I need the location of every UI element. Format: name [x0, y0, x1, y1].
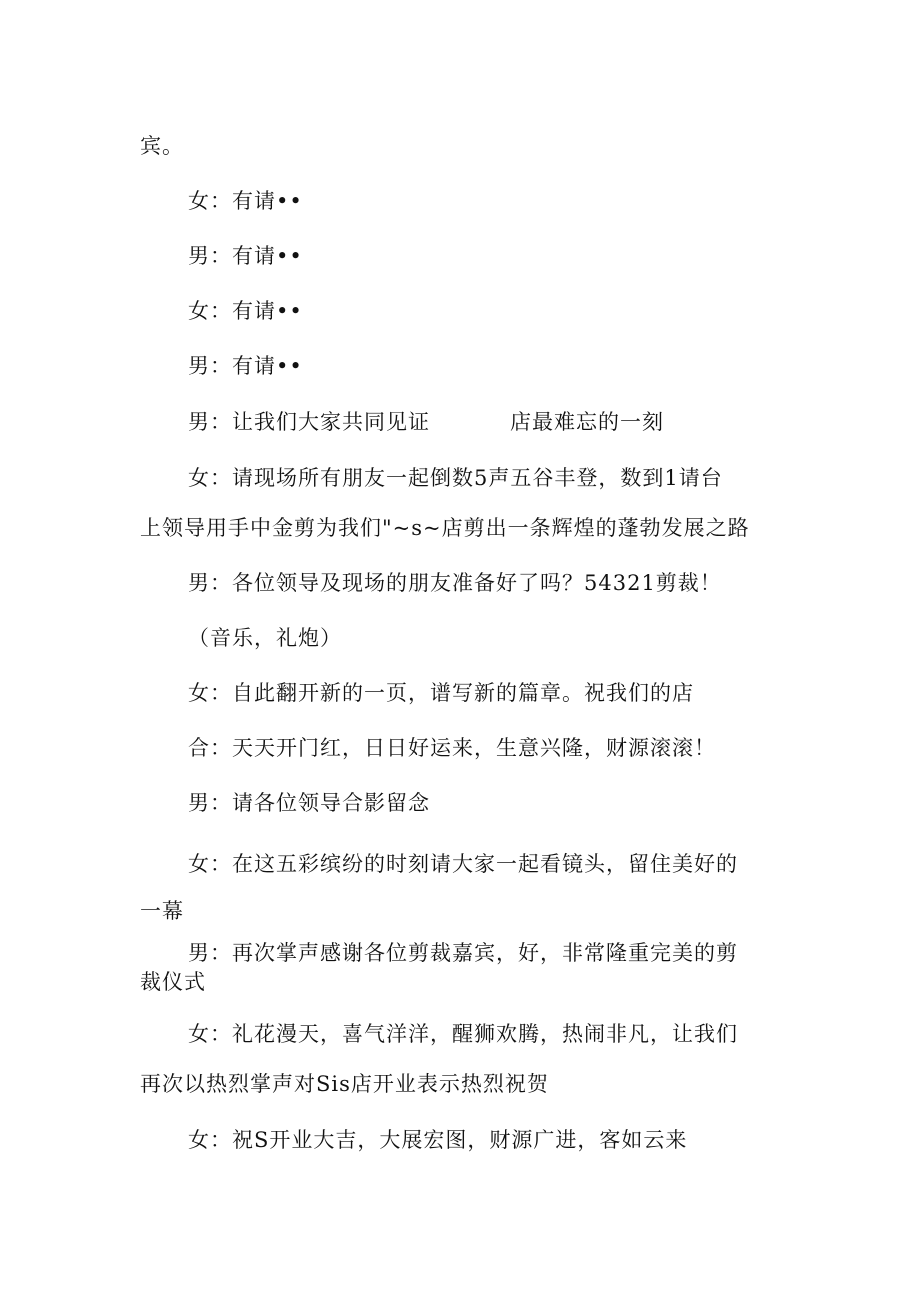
dialogue-line: 女：自此翻开新的一页，谱写新的篇章。祝我们的店 [188, 681, 694, 705]
dialogue-line: 男：有请•• [188, 354, 303, 378]
dialogue-text-continued: 店最难忘的一刻 [510, 410, 664, 434]
dialogue-line: 男：各位领导及现场的朋友准备好了吗？54321剪裁！ [188, 571, 722, 595]
dialogue-line-continued: 一幕 [140, 899, 184, 923]
dialogue-text: 男：让我们大家共同见证 [188, 410, 430, 434]
dialogue-line: 女：有请•• [188, 299, 303, 323]
dialogue-line: 合：天天开门红，日日好运来，生意兴隆，财源滚滚！ [188, 736, 716, 760]
dialogue-line: 男：再次掌声感谢各位剪裁嘉宾，好，非常隆重完美的剪 [188, 941, 738, 965]
dialogue-line: 男：请各位领导合影留念 [188, 791, 430, 815]
dialogue-line: 女：在这五彩缤纷的时刻请大家一起看镜头，留住美好的 [188, 852, 738, 876]
dialogue-line: 女：请现场所有朋友一起倒数5声五谷丰登，数到1请台 [188, 466, 723, 490]
dialogue-line: 男：有请•• [188, 244, 303, 268]
stage-direction: （音乐，礼炮） [188, 626, 342, 650]
dialogue-line: 女：礼花漫天，喜气洋洋，醒狮欢腾，热闹非凡，让我们 [188, 1022, 738, 1046]
text-line: 宾。 [140, 134, 184, 158]
dialogue-line-continued: 上领导用手中金剪为我们"~s~店剪出一条辉煌的蓬勃发展之路 [140, 516, 750, 540]
dialogue-line: 女：有请•• [188, 189, 303, 213]
dialogue-line-continued: 再次以热烈掌声对Sis店开业表示热烈祝贺 [140, 1072, 549, 1096]
dialogue-line: 女：祝S开业大吉，大展宏图，财源广进，客如云来 [188, 1128, 688, 1152]
dialogue-line-continued: 裁仪式 [140, 970, 206, 994]
dialogue-line [188, 409, 828, 435]
